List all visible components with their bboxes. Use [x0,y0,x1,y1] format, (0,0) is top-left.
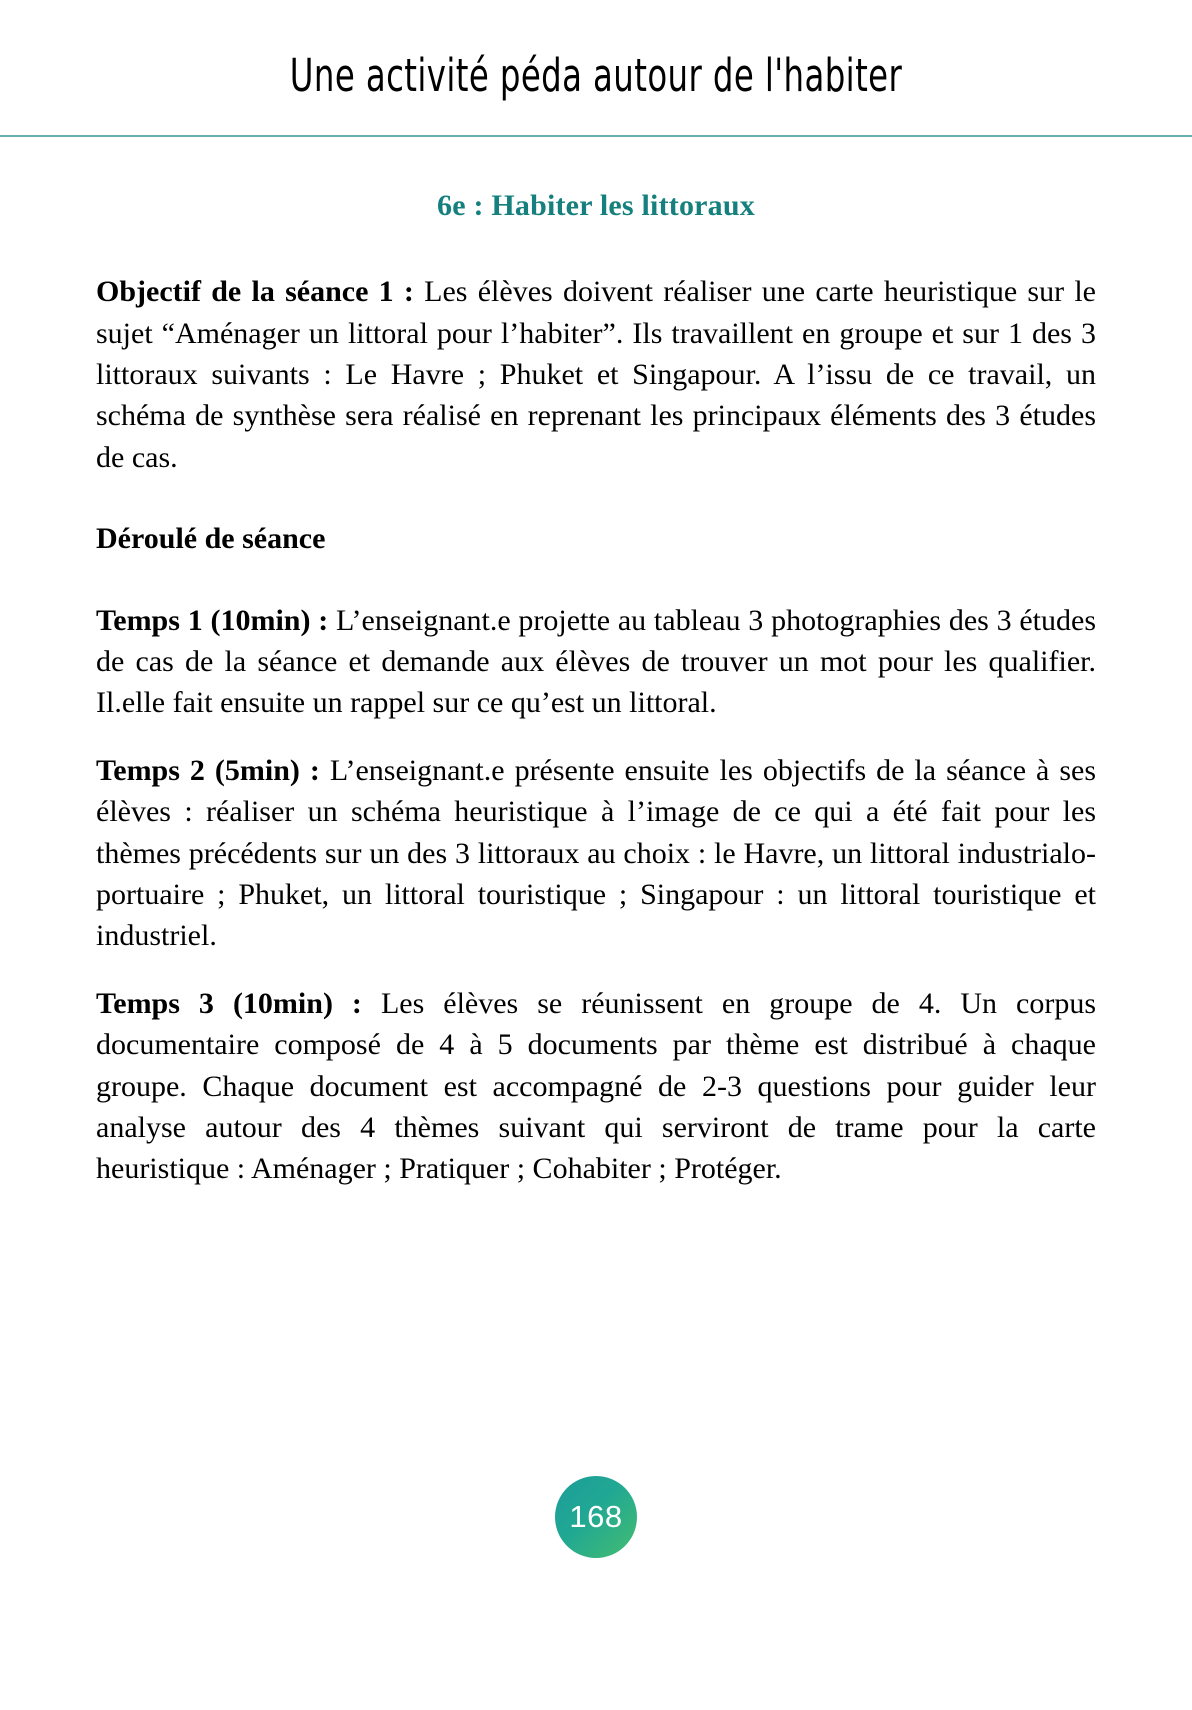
page-content [0,189,1192,1189]
section-subtitle: 6e : Habiter les littoraux [437,189,755,223]
step-paragraph-1 [96,600,1096,724]
deroule-heading: Déroulé de séance [96,522,326,556]
step-paragraph-3 [96,983,1096,1190]
page-header [0,0,1192,137]
header-divider [0,135,1192,137]
objective-body-text: Les élèves doivent réaliser une carte heuristique sur le sujet “Aménager un littoral pour l’habiter”. Ils travaillent en groupe et sur 1 des 3 littoraux suivants : Le Havre ; Phuket et Singapour. A l’issu de ce travail, un schéma de synthèse sera réalisé en reprenant les principaux éléments des 3 études de cas. [96,275,1096,474]
step-2-body-text: L’enseignant.e présente ensuite les objectifs de la séance à ses élèves : réaliser un schéma heuristique à l’image de ce qui a été fait pour les thèmes précédents sur un des 3 littoraux au choix : le Havre, un littoral industrialo-portuaire ; Phuket, un littoral touristique ; Singapour : un littoral touristique et industriel. [96,753,1096,953]
step-2-lead-label: Temps 2 (5min) : [96,753,320,787]
step-1-body-text: L’enseignant.e projette au tableau 3 photographies des 3 études de cas de la séance et demande aux élèves de trouver un mot pour les qualifier. Il.elle fait ensuite un rappel sur ce qu’est un littoral. [96,603,1096,720]
step-3-body-text: Les élèves se réunissent en groupe de 4. Un corpus documentaire composé de 4 à 5 documents par thème est distribué à chaque groupe. Chaque document est accompagné de 2-3 questions pour guider leur analyse autour des 4 thèmes suivant qui serviront de trame pour la carte heuristique : Aménager ; Pratiquer ; Cohabiter ; Protéger. [96,986,1097,1186]
page-number-container [0,1476,1192,1558]
step-1-lead-label: Temps 1 (10min) : [96,603,329,637]
step-3-lead-label: Temps 3 (10min) : [96,986,362,1020]
objective-paragraph [96,271,1096,478]
page-number-badge: 168 [555,1476,637,1558]
objective-lead-label: Objectif de la séance 1 : [96,275,414,309]
step-paragraph-2 [96,750,1096,957]
page-title: Une activité péda autour de l'habiter [289,49,903,102]
